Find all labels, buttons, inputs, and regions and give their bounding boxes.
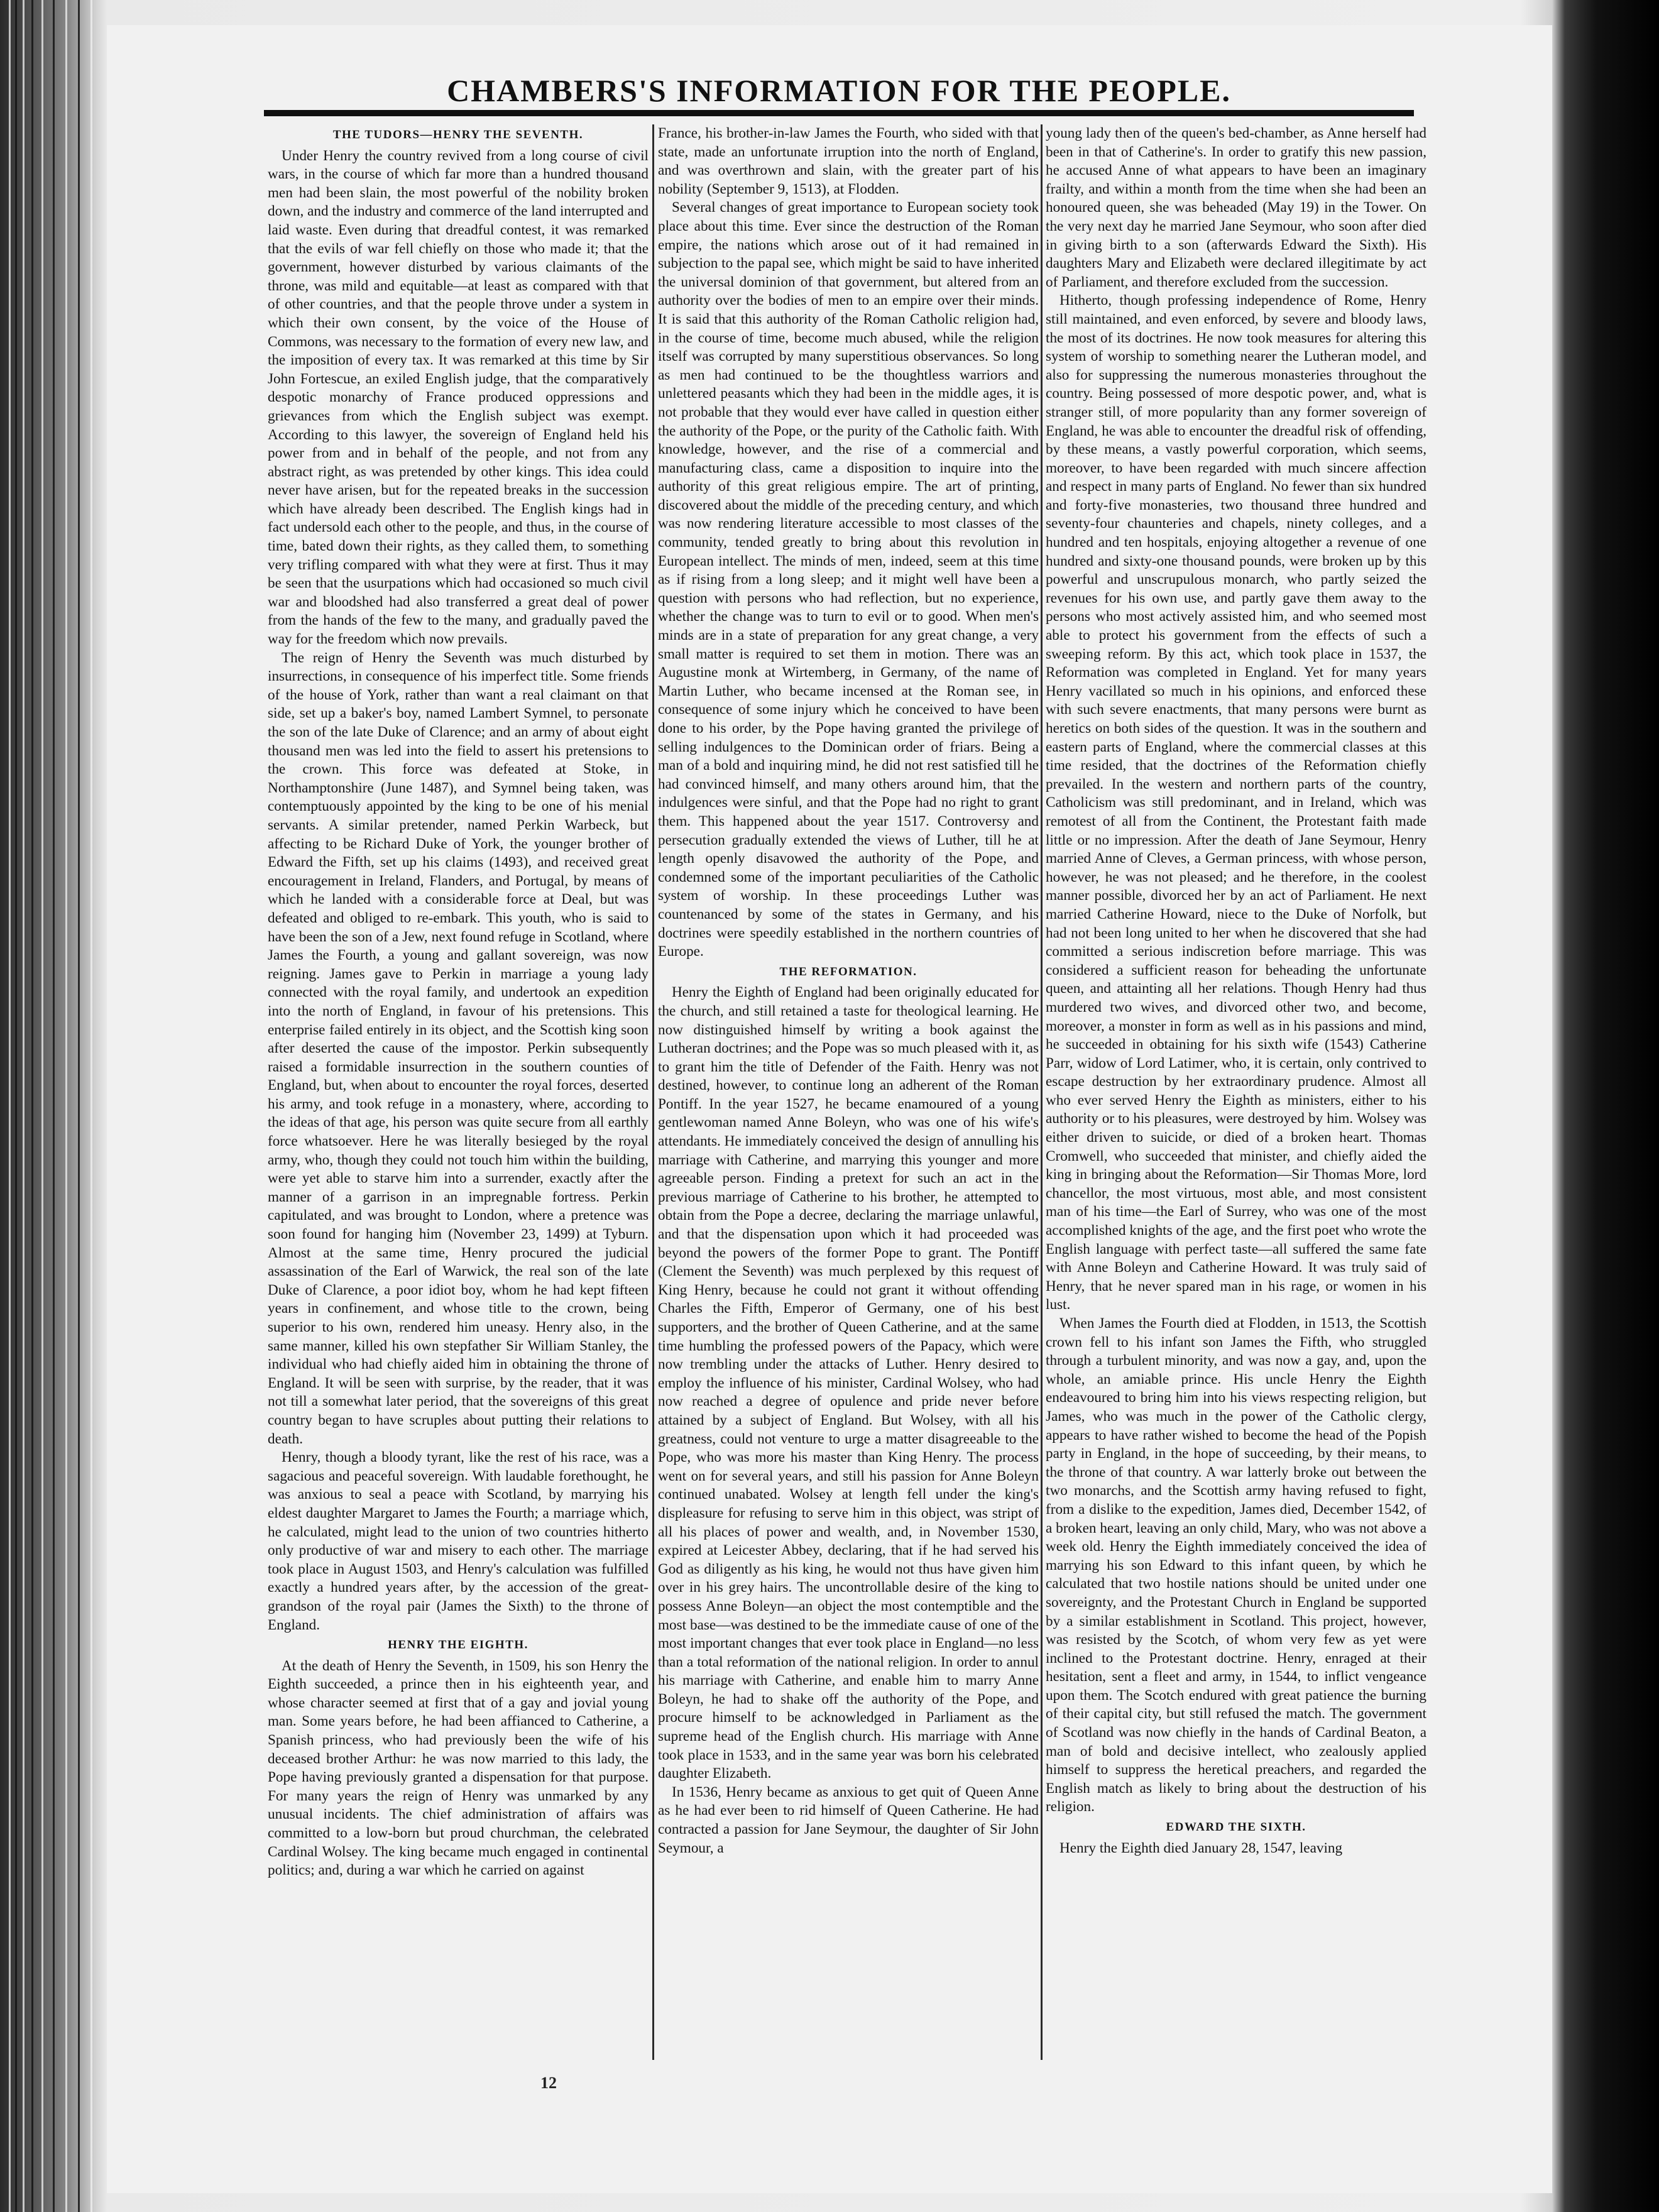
paragraph: Several changes of great importance to European society took place about this time. Ever since the destruction of the Roman empire, the nations which arose out of it had remained in subjection to the papal see, which might be said to have inherited the universal dominion of that government, but altered from an authority over the bodies of men to an empire over their minds. It is said that this authority of the Roman Catholic religion had, in the course of time, become much abused, while the religion itself was corrupted by many superstitious observances. So long as men had continued to be the thoughtless warriors and unlettered peasants which they had been in the middle ages, it is not probable that they would ever have called in question either the authority of the Pope, or the purity of the Catholic faith. With knowledge, however, and the rise of a commercial and manufacturing class, came a disposition to inquire into the authority of this great religious empire. The art of printing, discovered about the middle of the preceding century, and which was now rendering literature accessible to most classes of the community, tended greatly to bring about this revolution in European intellect. The minds of men, indeed, seem at this time as if rising from a long sleep; and it might well have been a question with persons who had reflection, but no experience, whether the change was to turn to evil or to good. When men's minds are in a state of preparation for any great change, a very small matter is required to set them in motion. There was an Augustine monk at Wirtemberg, in Germany, of the name of Martin Luther, who became incensed at the Roman see, in consequence of some injury which he conceived to have been done to his order, by the Pope having granted the privilege of selling indulgences to the Dominican order of friars. Being a man of a bold and inquiring mind, he did not rest satisfied till he had convinced himself, and many others around him, that the indulgences were sinful, and that the Pope had no right to grant them. This happened about the year 1517. Controversy and persecution gradually extended the views of Luther, till he at length openly disavowed the authority of the Pope, and condemned some of the important peculiarities of the Catholic system of worship. In these proceedings Luther was countenanced by some of the states in Germany, and his doctrines were speedily established in the northern countries of Europe. [658, 199, 1039, 960]
section-heading: THE REFORMATION. [779, 965, 917, 978]
page-edge [23, 0, 25, 2212]
page-edge [53, 0, 55, 2212]
section-heading: HENRY THE EIGHTH. [388, 1638, 528, 1652]
page-edge [78, 0, 80, 2212]
page-edge [15, 0, 17, 2212]
section-heading: EDWARD THE SIXTH. [1166, 1821, 1306, 1834]
header-rule [264, 110, 1414, 116]
paragraph: In 1536, Henry became as anxious to get quit of Queen Anne as he had ever been to rid himself of Queen Catherine. He had contracted a passion for Jane Seymour, the daughter of Sir John Seymour, a [658, 1783, 1039, 1856]
page-edge [41, 0, 43, 2212]
column-right [1046, 124, 1426, 2066]
page-edge [90, 0, 92, 2212]
book-page [107, 25, 1552, 2193]
running-title: CHAMBERS'S INFORMATION FOR THE PEOPLE. [447, 73, 1231, 108]
section-heading: THE TUDORS—HENRY THE SEVENTH. [332, 128, 584, 141]
page-edge [9, 0, 11, 2212]
column-rule [1041, 124, 1043, 2060]
paragraph: Under Henry the country revived from a long course of civil wars, in the course of which far more than a hundred thousand men had been slain, the most powerful of the nobility broken down, and the industry and commerce of the land interrupted and laid waste. Even during that dreadful contest, it was remarked that the evils of war fell chiefly on those who made it; that the government, however disturbed by various claimants of the throne, was mild and equitable—at least as compared with that of other countries, and that the people throve under a system in which their own consent, by the voice of the House of Commons, was necessary to the formation of every new law, and the imposition of every tax. It was remarked at this time by Sir John Fortescue, an exiled English judge, that the comparatively despotic monarchy of France produced oppressions and grievances from which the English subject was exempt. According to this lawyer, the sovereign of England held his power from and in behalf of the people, and not from any abstract right, as was pretended by other kings. This idea could never have arisen, but for the repeated breaks in the succession which have already been described. The English kings had in fact undersold each other to the people, and thus, in the course of time, bated down their rights, as they called them, to something very trifling compared with what they were at first. Thus it may be seen that the usurpations which had occasioned so much civil war and bloodshed had also transferred a great deal of power from the hands of the few to the many, and gradually paved the way for the freedom which now prevails. [268, 147, 649, 648]
page-number: 12 [540, 2074, 557, 2092]
paragraph: young lady then of the queen's bed-chamber, as Anne herself had been in that of Catherine's. In order to gratify this new passion, he accused Anne of what appears to have been an imaginary frailty, and within a month from the time when she had been an honoured queen, she was beheaded (May 19) in the Tower. On the very next day he married Jane Seymour, who soon after died in giving birth to a son (afterwards Edward the Sixth). His daughters Mary and Elizabeth were declared illegitimate by act of Parliament, and therefore excluded from the succession. [1046, 125, 1426, 290]
paragraph: Henry the Eighth died January 28, 1547, leaving [1059, 1839, 1343, 1856]
paragraph: The reign of Henry the Seventh was much disturbed by insurrections, in consequence of his imperfect title. Some friends of the house of York, rather than want a real claimant on that side, set up a baker's boy, named Lambert Symnel, to personate the son of the late Duke of Clarence; and an army of about eight thousand men was led into the field to assert his pretensions to the crown. This force was defeated at Stoke, in Northamptonshire (June 1487), and Symnel being taken, was contemptuously appointed by the king to be one of his menial servants. A similar pretender, named Perkin Warbeck, but affecting to be Richard Duke of York, the younger brother of Edward the Fifth, set up his claims (1493), and received great encouragement in Ireland, Flanders, and Portugal, by means of which he landed with a considerable force at Deal, but was defeated and obliged to re-embark. This youth, who is said to have been the son of a Jew, next found refuge in Scotland, where James the Fourth, a young and gallant sovereign, was now reigning. James gave to Perkin in marriage a young lady connected with the royal family, and undertook an expedition into the north of England, in favour of his pretensions. This enterprise failed entirely in its object, and the Scottish king soon after deserted the cause of the impostor. Perkin subsequently raised a formidable insurrection in the southern counties of England, but, when about to encounter the royal forces, deserted his army, and took refuge in a monastery, where, according to the ideas of that age, his person was quite secure from all earthly force whatsoever. Here he was literally besieged by the royal army, who, though they could not touch him within the building, were yet able to starve him into a surrender, exactly after the manner of a garrison in an impregnable fortress. Perkin capitulated, and was brought to London, where a pretence was soon found for hanging him (November 23, 1499) at Tyburn. Almost at the same time, Henry procured the judicial assassination of the Earl of Warwick, the real son of the late Duke of Clarence, a poor idiot boy, whom he had kept fifteen years in confinement, and whose title to the crown, being superior to his own, rendered him uneasy. Henry also, in the same manner, killed his own stepfather Sir William Stanley, the individual who had chiefly aided him in obtaining the throne of England. It will be seen with surprise, by the reader, that it was not till a somewhat later period, that the sovereigns of this great country began to have scruples about putting their relations to death. [268, 649, 649, 1447]
page-edge [31, 0, 33, 2212]
paragraph: When James the Fourth died at Flodden, in 1513, the Scottish crown fell to his infant son James the Fifth, who struggled through a turbulent minority, and was now a gay, and, upon the whole, an amiable prince. His uncle Henry the Eighth endeavoured to bring him into his views respecting religion, but James, who was much in the power of the Catholic clergy, appears to have rather wished to become the head of the Popish party in England, in the hope of succeeding, by their means, to the throne of that country. A war latterly broke out between the two monarchs, and the Scottish army having refused to fight, from a dislike to the expedition, James died, December 1542, of a broken heart, leaving an only child, Mary, who was not above a week old. Henry the Eighth immediately conceived the idea of marrying his son Edward to this infant queen, by which he calculated that two hostile nations should be united under one sovereignty, and the Protestant Church in England be supported by a similar establishment in Scotland. This project, however, was resisted by the Scotch, of whom very few as yet were inclined to the Protestant doctrine. Henry, enraged at their hesitation, sent a fleet and army, in 1544, to inflict vengeance upon them. The Scotch endured with great patience the burning of their capital city, but still refused the match. The government of Scotland was now chiefly in the hands of Cardinal Beaton, a man of bold and decisive intellect, who zealously applied himself to suppress the heretical preachers, and regarded the English match as likely to bring about the destruction of his religion. [1046, 1315, 1426, 1815]
paragraph: Henry, though a bloody tyrant, like the rest of his race, was a sagacious and peaceful sovereign. With laudable forethought, he was anxious to seal a peace with Scotland, by marrying his eldest daughter Margaret to James the Fourth; a marriage which, he calculated, might lead to the union of two countries hitherto only productive of war and misery to each other. The marriage took place in August 1503, and Henry's calculation was fulfilled exactly a hundred years after, by the accession of the great-grandson of the royal pair (James the Sixth) to the throne of England. [268, 1449, 649, 1633]
column-middle [658, 124, 1039, 2066]
page-edge [65, 0, 67, 2212]
column-rule [652, 124, 654, 2060]
paragraph: Hitherto, though professing independence of Rome, Henry still maintained, and even enforced, by severe and bloody laws, the most of its doctrines. He now took measures for altering this system of worship to something nearer the Lutheran model, and also for suppressing the numerous monasteries throughout the country. Being possessed of more despotic power, and, what is stranger still, of more popularity than any former sovereign of England, he was able to encounter the dreadful risk of offending, by these means, a vastly powerful corporation, which seems, moreover, to have been regarded with much sincere affection and respect in many parts of England. No fewer than six hundred and forty-five monasteries, two thousand three hundred and seventy-four chaunteries and chapels, ninety colleges, and a hundred and ten hospitals, enjoying altogether a revenue of one hundred and sixty-one thousand pounds, were broken up by this powerful and unscrupulous monarch, who partly seized the revenues for his own use, and partly gave them away to the persons who most actively assisted him, and who seemed most able to protect his government from the effects of such a sweeping reform. By this act, which took place in 1537, the Reformation was completed in England. Yet for many years Henry vacillated so much in his opinions, and enforced these with such severe enactments, that many persons were burnt as heretics on both sides of the question. It was in the southern and eastern parts of England, where the commercial classes at this time resided, that the doctrines of the Reformation chiefly prevailed. In the western and northern parts of the country, Catholicism was still predominant, and in Ireland, which was remotest of all from the Continent, the Protestant faith made little or no impression. After the death of Jane Seymour, Henry married Anne of Cleves, a German princess, with whose person, however, he was not pleased; and he therefore, in the coolest manner possible, divorced her by an act of Parliament. He next married Catherine Howard, niece to the Duke of Norfolk, but had not been long united to her when he discovered that she had committed a serious indiscretion before marriage. This was considered a sufficient reason for beheading the unfortunate queen, and attainting all her relations. Though Henry had thus murdered two wives, and divorced other two, and become, moreover, a monster in form as well as in his passions and mind, he succeeded in obtaining for his sixth wife (1543) Catherine Parr, widow of Lord Latimer, who, it is certain, only contrived to escape destruction by her extraordinary prudence. Almost all who ever served Henry the Eighth as ministers, either to his authority or to his pleasures, were destroyed by him. Wolsey was either driven to suicide, or died of a broken heart. Thomas Cromwell, who succeeded that minister, and chiefly aided the king in bringing about the Reformation—Sir Thomas More, lord chancellor, the most virtuous, most able, and most consistent man of his time—the Earl of Surrey, who was one of the most accomplished knights of the age, and the first poet who wrote the English language with perfect taste—all suffered the same fate with Anne Boleyn and Catherine Howard. It was truly said of Henry, that he never spared man in his rage, or women in his lust. [1046, 292, 1426, 1313]
page-header [264, 35, 1414, 110]
column-left [268, 124, 649, 2066]
paragraph: At the death of Henry the Seventh, in 1509, his son Henry the Eighth succeeded, a prince then in his eighteenth year, and whose character seemed at first that of a gay and jovial young man. Some years before, he had been affianced to Catherine, a Spanish princess, who had previously been the wife of his deceased brother Arthur: he was now married to this lady, the Pope having previously granted a dispensation for that purpose. For many years the reign of Henry was unmarked by any unusual incidents. The chief administration of affairs was committed to a low-born but proud churchman, the celebrated Cardinal Wolsey. The king became much engaged in continental politics; and, during a war which he carried on against [268, 1657, 649, 1879]
paragraph: France, his brother-in-law James the Fourth, who sided with that state, made an unfortunate irruption into the north of England, and was overthrown and slain, with the greater part of his nobility (September 9, 1513), at Flodden. [658, 125, 1039, 197]
paragraph: Henry the Eighth of England had been originally educated for the church, and still retained a taste for theological learning. He now distinguished himself by writing a book against the Lutheran doctrines; and the Pope was so much pleased with it, as to grant him the title of Defender of the Faith. Henry was not destined, however, to continue long an adherent of the Roman Pontiff. In the year 1527, he became enamoured of a young gentlewoman named Anne Boleyn, who was one of his wife's attendants. He immediately conceived the design of annulling his marriage with Catherine, and marrying this younger and more agreeable person. Finding a pretext for such an act in the previous marriage of Catherine to his brother, he attempted to obtain from the Pope a decree, declaring the marriage unlawful, and that the dispensation upon which it had proceeded was beyond the powers of the former Pope to grant. The Pontiff (Clement the Seventh) was much perplexed by this request of King Henry, because he could not grant it without offending Charles the Fifth, Emperor of Germany, one of his best supporters, and the brother of Queen Catherine, and at the same time humbling the professed powers of the Papacy, which were now trembling under the attacks of Luther. Henry desired to employ the influence of his minister, Cardinal Wolsey, who had now reached a degree of opulence and pride never before attained by a subject of England. But Wolsey, with all his greatness, could not venture to urge a matter disagreeable to the Pope, who was more his master than King Henry. The process went on for several years, and still his passion for Anne Boleyn continued unabated. Wolsey at length fell under the king's displeasure for refusing to serve him in this object, was stript of all his places of power and wealth, and, in November 1530, expired at Leicester Abbey, declaring, that if he had served his God as diligently as his king, he would not thus have given him over in his grey hairs. The uncontrollable desire of the king to possess Anne Boleyn—an object the most contemptible and the most base—was destined to be the immediate cause of one of the most important changes that ever took place in England—no less than a total reformation of the national religion. In order to annul his marriage with Catherine, and enable him to marry Anne Boleyn, he had to shake off the authority of the Pope, and procure himself to be acknowledged in Parliament as the supreme head of the English church. His marriage with Anne took place in 1533, and in the same year was born his celebrated daughter Elizabeth. [658, 984, 1039, 1782]
